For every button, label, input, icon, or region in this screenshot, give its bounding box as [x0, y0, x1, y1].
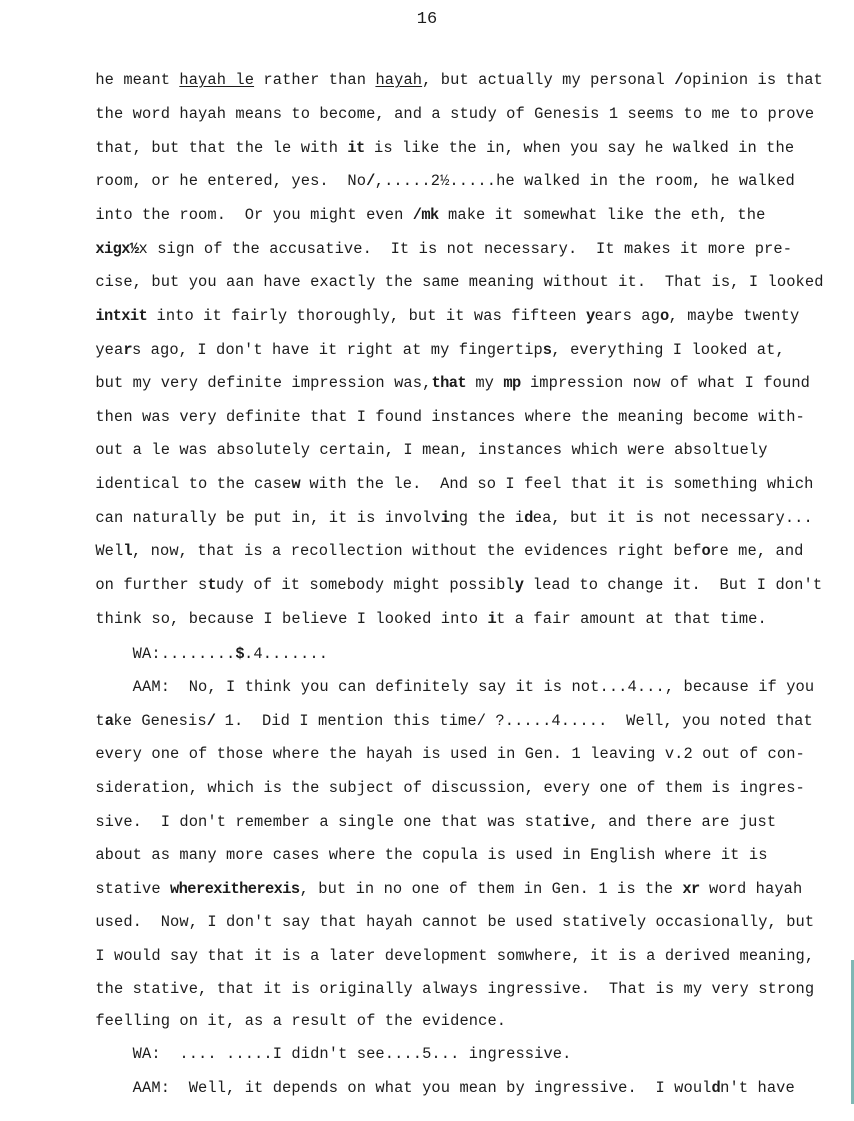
text-line: take Genesis/ 1. Did I mention this time/ ?.....4..... Well, you noted that — [95, 712, 813, 730]
text-line: used. Now, I don't say that hayah cannot be used statively occasionally, but — [95, 913, 815, 931]
speaker-line-aam: AAM: No, I think you can definitely say it is not...4..., because if you — [95, 678, 815, 696]
text-line: stative wherexitherexis, but in no one of them in Gen. 1 is the xr word hayah — [95, 880, 803, 898]
text-line: the word hayah means to become, and a study of Genesis 1 seems to me to prove — [95, 105, 815, 123]
strikeover-mark: l — [123, 542, 132, 560]
text-line: room, or he entered, yes. No/,.....2½.....he walked in the room, he walked — [95, 172, 795, 190]
text-line: on further study of it somebody might possibly lead to change it. But I don't — [95, 576, 823, 594]
strikeover-mark: o — [659, 307, 669, 325]
strikeover-mark: r — [123, 341, 132, 359]
underlined-term: hayah — [375, 71, 423, 89]
strikeover-mark: that — [431, 374, 466, 392]
text-line: into the room. Or you might even /mk make it somewhat like the eth, the — [95, 206, 766, 224]
text-line: sideration, which is the subject of discussion, every one of them is ingres- — [95, 779, 805, 797]
strikeover-mark: i — [487, 610, 497, 628]
text-line: the stative, that it is originally always ingressive. That is my very strong — [95, 980, 815, 998]
strikeover-mark: / — [206, 712, 216, 730]
text-line: about as many more cases where the copula is used in English where it is — [95, 846, 768, 864]
text-line: think so, because I believe I looked into it a fair amount at that time. — [95, 610, 767, 628]
strikeover-mark: s — [542, 341, 552, 359]
page-number: 16 — [416, 10, 438, 29]
strikeover-mark: it — [347, 139, 365, 157]
strikeover-mark: /mk — [412, 206, 439, 224]
text-line: years ago, I don't have it right at my fingertips, everything I looked at, — [95, 341, 785, 359]
strikeover-mark: xr — [682, 880, 700, 898]
text-line: out a le was absolutely certain, I mean, instances which were absoltuely — [95, 441, 768, 459]
strikeover-mark: $ — [235, 645, 245, 663]
text-line: every one of those where the hayah is used in Gen. 1 leaving v.2 out of con- — [95, 745, 805, 763]
text-line: Well, now, that is a recollection without the evidences right before me, and — [95, 542, 804, 560]
text-line: feelling on it, as a result of the evidence. — [95, 1012, 507, 1030]
strikeover-mark: wherexitherexis — [170, 880, 300, 898]
strikeover-mark: / — [366, 172, 375, 190]
text-line: sive. I don't remember a single one that was stative, and there are just — [95, 813, 777, 831]
strikeover-mark: xigx½ — [95, 240, 139, 258]
text-line: intxit into it fairly thoroughly, but it was fifteen years ago, maybe twenty — [95, 307, 800, 325]
strikeover-mark: mp — [503, 374, 521, 392]
strikeover-mark: d — [524, 509, 533, 527]
strikeover-mark: a — [104, 712, 114, 730]
speaker-line-wa: WA: .... .....I didn't see....5... ingressive. — [95, 1045, 572, 1063]
underlined-term: hayah le — [179, 71, 255, 89]
strikeover-mark: t — [207, 576, 217, 594]
text-line: can naturally be put in, it is involving the idea, but it is not necessary... — [95, 509, 813, 527]
strikeover-mark: w — [291, 475, 301, 493]
text-line: cise, but you aan have exactly the same meaning without it. That is, I looked — [95, 273, 824, 291]
text-line: identical to the casew with the le. And so I feel that it is something which — [95, 475, 814, 493]
text-line: that, but that the le with it is like the in, when you say he walked in the — [95, 139, 795, 157]
strikeover-mark: i — [440, 509, 450, 527]
speaker-line-aam: AAM: Well, it depends on what you mean by ingressive. I wouldn't have — [95, 1079, 795, 1097]
strikeover-mark: y — [514, 576, 524, 594]
strikeover-mark: intxit — [95, 307, 148, 325]
strikeover-mark: y — [585, 307, 595, 325]
strikeover-mark: / — [674, 71, 683, 89]
text-line: xigx½x sign of the accusative. It is not necessary. It makes it more pre- — [95, 240, 793, 258]
text-line: but my very definite impression was,that my mp impression now of what I found — [95, 374, 811, 392]
strikeover-mark: o — [701, 542, 711, 560]
speaker-line-wa: WA:........$.4....... — [95, 645, 329, 663]
strikeover-mark: i — [562, 813, 571, 831]
text-line: I would say that it is a later development somwhere, it is a derived meaning, — [95, 947, 815, 965]
strikeover-mark: d — [711, 1079, 721, 1097]
text-line: then was very definite that I found instances where the meaning become with- — [95, 408, 805, 426]
text-line: he meant hayah le rather than hayah, but actually my personal /opinion is that — [95, 71, 823, 89]
